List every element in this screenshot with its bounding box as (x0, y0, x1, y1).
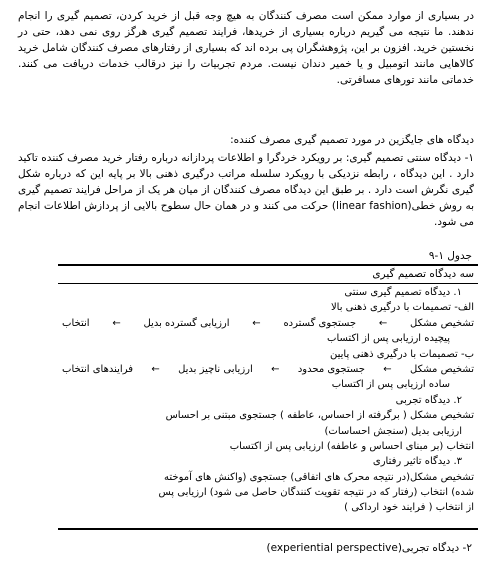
table-cell-text: تشخیص مشکل (410, 363, 474, 375)
table-row (58, 424, 478, 439)
table-cell-text: الف- تصمیمات با درگیری ذهنی بالا (330, 302, 474, 314)
table-row (58, 408, 478, 423)
table-row (58, 470, 478, 485)
table-cell-text: ساده ارزیابی پس از اکتساب (331, 379, 450, 391)
arrow-left-icon: ← (378, 317, 388, 329)
table-cell-text: تشخیص مشکل ( برگرفته از احساس، عاطفه ) جستجوی مبتنی بر احساس (165, 410, 474, 422)
table-cell-text: ۲. دیدگاه تجربی (395, 394, 462, 406)
decision-perspectives-table (58, 264, 478, 530)
table-cell-text: پیچیده ارزیابی پس از اکتساب (327, 333, 450, 345)
table-cell-text: شده) انتخاب (رفتار که در نتیجه تقویت کنندگان حاصل می شود) ارزیابی پس (158, 487, 474, 499)
intro-paragraph: در بسیاری از موارد ممکن است مصرف کنندگان به هیچ وجه قبل از خرید کردن، تصمیم گیری را انجام ندهند. ما نتیجه می گیریم درباره بسیاری از خریدها، فرایند تصمیم گیری هرگز روی نمی دهد، حتی در نخستین خرید. افزون بر این، پژوهشگران پی برده اند که بسیاری از رفتارهای مصرف کنندگان شامل خرید کالاهایی مانند اتومبیل و یا خمیر دندان نیست. مردم تجربیات را نیز درقالب خدمات دریافت می کنند. خدماتی مانند تورهای مسافرتی. (18, 10, 474, 86)
arrow-left-icon: ← (112, 317, 121, 329)
alternatives-heading: دیدگاه های جایگزین در مورد تصمیم گیری مصرف کننده: (230, 134, 474, 146)
table-cell-text: فرایندهای انتخاب (62, 363, 133, 375)
table-cell-text: تشخیص مشکل(در نتیجه محرک های اتفاقی) جستجوی (واکنش های آموخته (164, 471, 474, 483)
table-row (58, 500, 478, 515)
table-row (58, 377, 478, 392)
table-cell-text: ب- تصمیمات با درگیری ذهنی پایین (330, 348, 474, 360)
arrow-left-icon: ← (252, 317, 261, 329)
traditional-perspective-paragraph: ۱- دیدگاه سنتی تصمیم گیری: بر رویکرد خردگرا و اطلاعات پردازانه درباره رفتار خرید مصرف کننده تاکید دارد . این دیدگاه ، رابطه نزدیکی با رویکرد سلسله مراتب درگیری ذهنی بالا بر پایه این که درباره شکل گیری نگرش است دارد . بر طبق این دیدگاه مصرف کنندگان از میان هر یک از مراحل فرایند تصمیم گیری به روش خطی(linear fashion) حرکت می کنند و در همان حال سطوح بالایی از پردازش اطلاعات انجام می شود. (18, 152, 474, 228)
table-row (58, 454, 478, 469)
table-title: جدول ۱-۹ (428, 250, 472, 262)
table-row (58, 362, 478, 377)
arrow-left-icon: ← (151, 363, 160, 375)
table-row (58, 285, 478, 300)
table-row (58, 393, 478, 408)
arrow-left-icon: ← (383, 363, 392, 375)
table-row (58, 485, 478, 500)
table-body (58, 285, 478, 516)
table-row (58, 316, 478, 331)
table-cell-text: از انتخاب ( فرایند خود ارداکی ) (344, 502, 474, 514)
table-header: سه دیدگاه تصمیم گیری (58, 266, 478, 284)
table-cell-text: ارزیابی ناچیز بدیل (178, 363, 253, 375)
table-cell-text: انتخاب (62, 317, 90, 329)
arrow-left-icon: ← (271, 363, 280, 375)
table-row (58, 300, 478, 315)
table-row (58, 331, 478, 346)
table-row (58, 439, 478, 454)
table-cell-text: ارزیابی گسترده بدیل (143, 317, 230, 329)
table-cell-text: جستجوی محدود (297, 363, 365, 375)
table-cell-text: ۱. دیدگاه تصمیم گیری سنتی (344, 287, 462, 298)
section-2-heading: ۲- دیدگاه تجربی(experiential perspective) (266, 542, 472, 554)
table-row (58, 347, 478, 362)
table-cell-text: انتخاب (بر مبنای احساس و عاطفه) ارزیابی پس از اکتساب (229, 440, 474, 452)
table-cell-text: تشخیص مشکل (410, 317, 474, 329)
table-cell-text: ارزیابی بدیل (سنجش احساسات) (324, 425, 462, 437)
table-cell-text: ۳. دیدگاه تاثیر رفتاری (372, 456, 462, 468)
table-cell-text: جستجوی گسترده (283, 317, 357, 329)
